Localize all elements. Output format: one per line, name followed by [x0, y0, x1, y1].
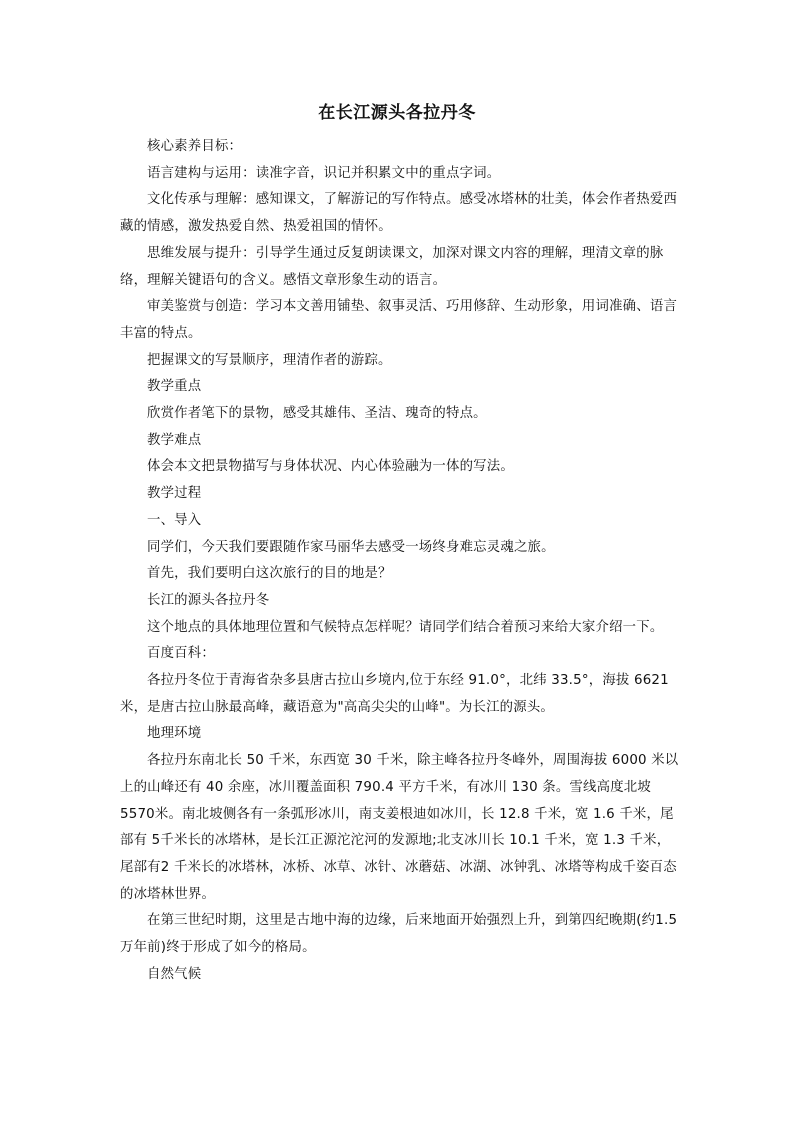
paragraph: 体会本文把景物描写与身体状况、内心体验融为一体的写法。 — [147, 459, 514, 475]
paragraph: 语言建构与运用：读准字音，识记并积累文中的重点字词。 — [147, 165, 501, 181]
paragraph: 这个地点的具体地理位置和气候特点怎样呢？请同学们结合着预习来给大家介绍一下。 — [147, 619, 664, 635]
paragraph: 长江的源头各拉丹冬 — [147, 592, 270, 608]
paragraph: 核心素养目标： — [147, 139, 243, 154]
section-heading: 教学重点 — [147, 379, 202, 395]
paragraph: 各拉丹东南北长 50 千米，东西宽 30 千米，除主峰各拉丹冬峰外，周围海拔 6000 米以上的山峰还有 40 余座，冰川覆盖面积 790.4 平方千米，有冰川 130 条。雪线高度北坡 5570米。南北坡侧各有一条弧形冰川，南支姜根迪如冰川，长 12.8 千米，宽 1.6 千米，尾部有 5千米长的冰塔林，是长江正源沱沱河的发源地;北支冰川长 10.1 千米，宽 1.3 千米，尾部有2 千米长的冰塔林，冰桥、冰草、冰针、冰蘑菇、冰湖、冰钟乳、冰塔等构成千姿百态的冰塔林世界。 — [120, 753, 679, 902]
document-body — [120, 134, 680, 989]
paragraph: 把握课文的写景顺序，理清作者的游踪。 — [147, 352, 392, 368]
paragraph: 各拉丹冬位于青海省杂多县唐古拉山乡境内,位于东经 91.0°，北纬 33.5°，海拔 6621米，是唐古拉山脉最高峰，藏语意为"高高尖尖的山峰"。为长江的源头。 — [120, 673, 669, 715]
section-heading: 自然气候 — [147, 966, 202, 982]
section-heading: 教学难点 — [147, 432, 202, 448]
paragraph: 审美鉴赏与创造：学习本文善用铺垫、叙事灵活、巧用修辞、生动形象，用词准确、语言丰富的特点。 — [120, 299, 678, 341]
section-heading: 地理环境 — [147, 726, 202, 742]
section-heading: 教学过程 — [147, 486, 202, 502]
document-title: 在长江源头各拉丹冬 — [318, 103, 476, 123]
section-heading: 一、导入 — [147, 512, 202, 528]
paragraph: 百度百科： — [147, 646, 215, 662]
paragraph: 在第三世纪时期，这里是古地中海的边缘，后来地面开始强烈上升，到第四纪晚期(约1.5 万年前)终于形成了如今的格局。 — [120, 913, 678, 956]
paragraph: 首先，我们要明白这次旅行的目的地是？ — [147, 566, 392, 582]
paragraph: 欣赏作者笔下的景物，感受其雄伟、圣洁、瑰奇的特点。 — [147, 406, 487, 422]
paragraph: 思维发展与提升：引导学生通过反复朗读课文，加深对课文内容的理解，理清文章的脉络，理解关键语句的含义。感悟文章形象生动的语言。 — [120, 245, 664, 288]
paragraph: 文化传承与理解：感知课文，了解游记的写作特点。感受冰塔林的壮美，体会作者热爱西藏的情感，激发热爱自然、热爱祖国的情怀。 — [120, 192, 678, 235]
paragraph: 同学们，今天我们要跟随作家马丽华去感受一场终身难忘灵魂之旅。 — [147, 539, 555, 555]
